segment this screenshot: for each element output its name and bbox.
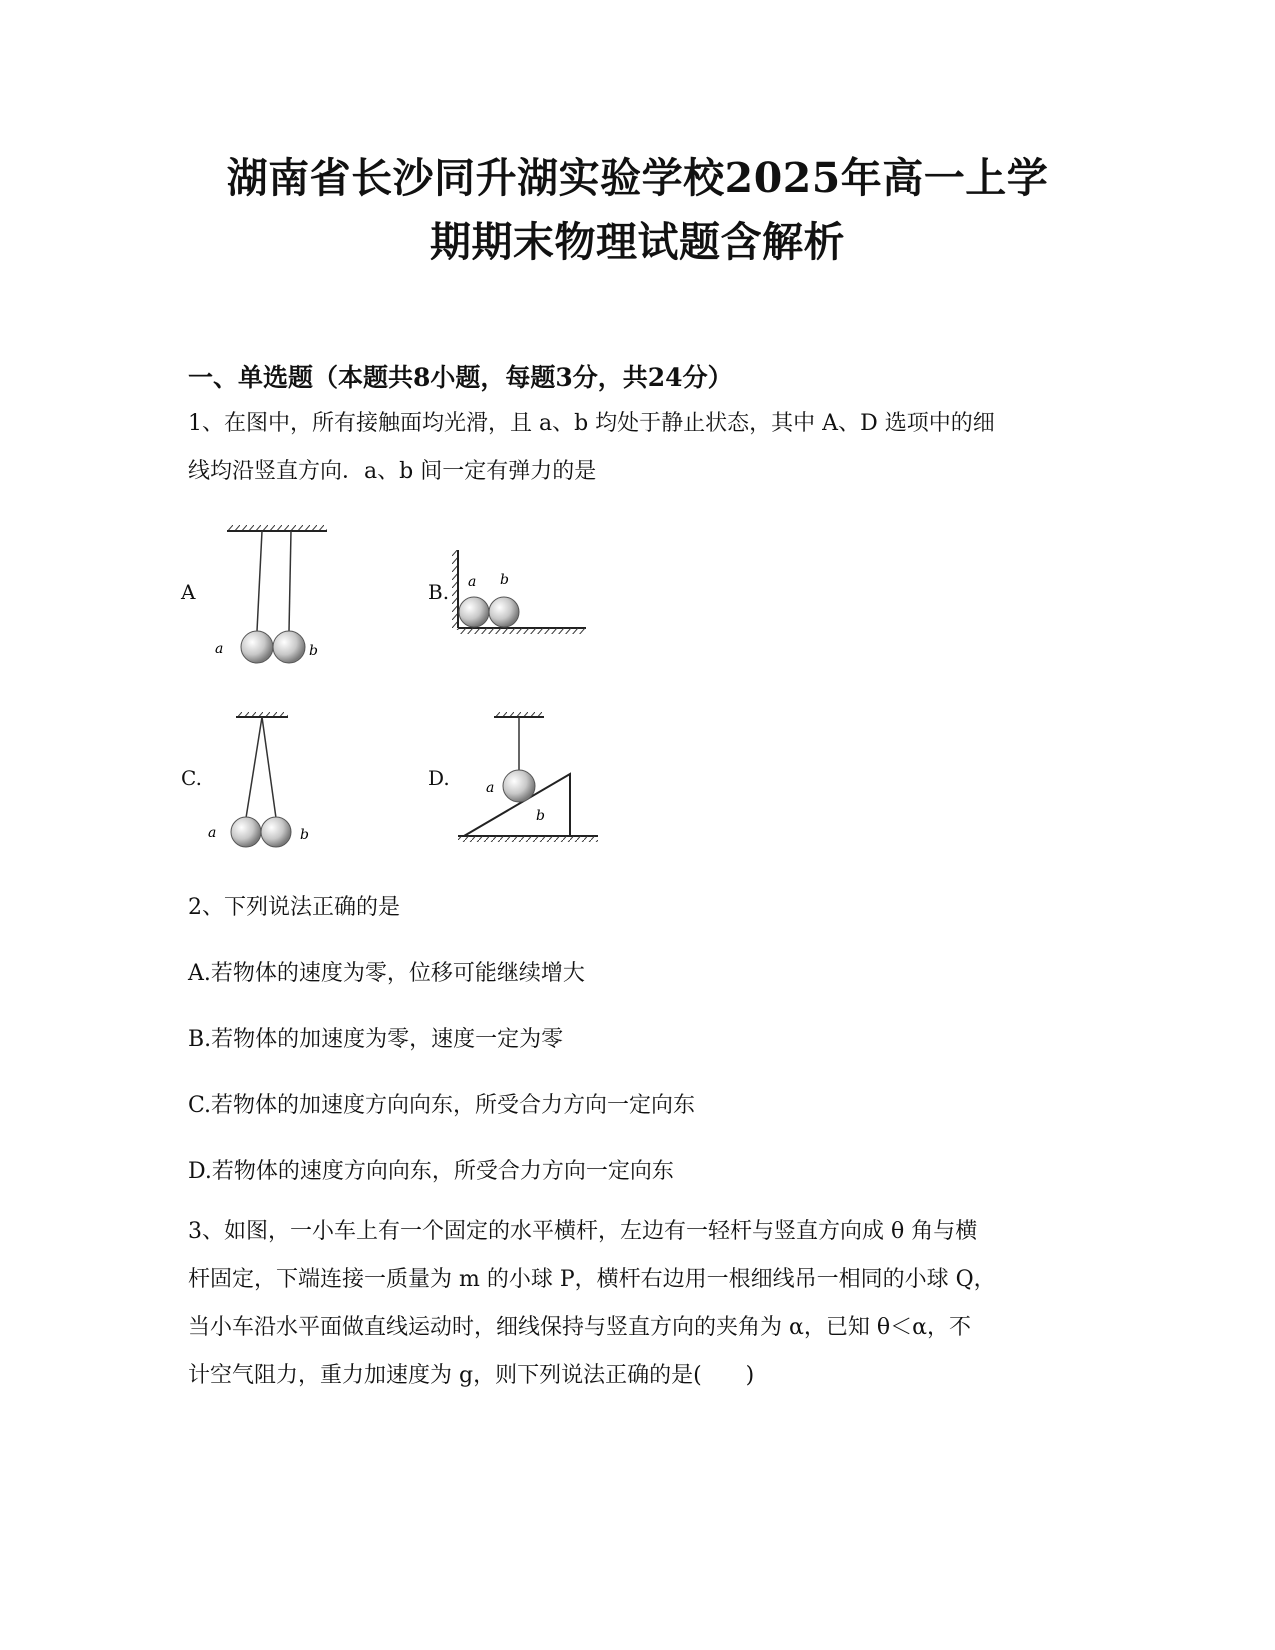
- figure-c-diagram: [200, 712, 325, 857]
- string-b: [289, 531, 291, 631]
- title-line-2: 期期末物理试题含解析: [430, 218, 845, 266]
- figure-a-label: A: [181, 580, 196, 604]
- figure-d-label: D.: [428, 766, 450, 790]
- question-1-line-1: 1、在图中，所有接触面均光滑，且 a、b 均处于静止状态，其中 A、D 选项中的细: [188, 411, 995, 436]
- ball-b: [273, 631, 305, 663]
- title-line-1: 湖南省长沙同升湖实验学校2025年高一上学: [226, 154, 1049, 202]
- ball-b-label: b: [500, 572, 509, 588]
- question-2-option-c: C.若物体的加速度方向向东，所受合力方向一定向东: [188, 1093, 696, 1118]
- floor-hatch: [458, 628, 586, 634]
- ball-a-label: a: [486, 780, 495, 796]
- figure-b-diagram: [452, 548, 592, 638]
- floor-hatch: [458, 836, 598, 842]
- question-2-option-a: A.若物体的速度为零，位移可能继续增大: [188, 961, 585, 986]
- ball-a-label: a: [208, 825, 217, 841]
- section-heading: 一、单选题（本题共8小题，每题3分，共24分）: [188, 363, 733, 392]
- figure-c-label: C.: [181, 766, 202, 790]
- question-3-line-2: 杆固定，下端连接一质量为 m 的小球 P，横杆右边用一根细线吊一相同的小球 Q，: [188, 1267, 996, 1292]
- question-3-line-1: 3、如图，一小车上有一个固定的水平横杆，左边有一轻杆与竖直方向成 θ 角与横: [188, 1219, 978, 1244]
- figure-d-diagram: [458, 712, 608, 852]
- ball-b-label: b: [309, 643, 318, 659]
- ball-a: [241, 631, 273, 663]
- block-b-label: b: [536, 808, 545, 824]
- question-2-option-d: D.若物体的速度方向向东，所受合力方向一定向东: [188, 1159, 674, 1184]
- question-2-option-b: B.若物体的加速度为零，速度一定为零: [188, 1027, 564, 1052]
- string-b: [262, 717, 276, 818]
- ball-b: [261, 817, 291, 847]
- question-1-line-2: 线均沿竖直方向．a、b 间一定有弹力的是: [188, 459, 597, 484]
- question-1-stem: [188, 400, 1088, 496]
- figure-a-diagram: [205, 525, 335, 690]
- string-a: [246, 717, 262, 818]
- figure-b-label: B.: [428, 580, 450, 604]
- ball-a-label: a: [468, 574, 477, 590]
- question-3-stem: [188, 1208, 1088, 1400]
- question-2-stem: 2、下列说法正确的是: [188, 895, 400, 920]
- document-title: [120, 146, 1155, 274]
- string-a: [257, 531, 262, 631]
- question-3-line-4: 计空气阻力，重力加速度为 g，则下列说法正确的是( ): [188, 1363, 755, 1388]
- ball-a: [503, 770, 535, 802]
- ball-a: [459, 597, 489, 627]
- question-3-line-3: 当小车沿水平面做直线运动时，细线保持与竖直方向的夹角为 α，已知 θ＜α，不: [188, 1315, 971, 1340]
- ball-a: [231, 817, 261, 847]
- ball-b: [489, 597, 519, 627]
- ball-b-label: b: [300, 827, 309, 843]
- ball-a-label: a: [215, 641, 224, 657]
